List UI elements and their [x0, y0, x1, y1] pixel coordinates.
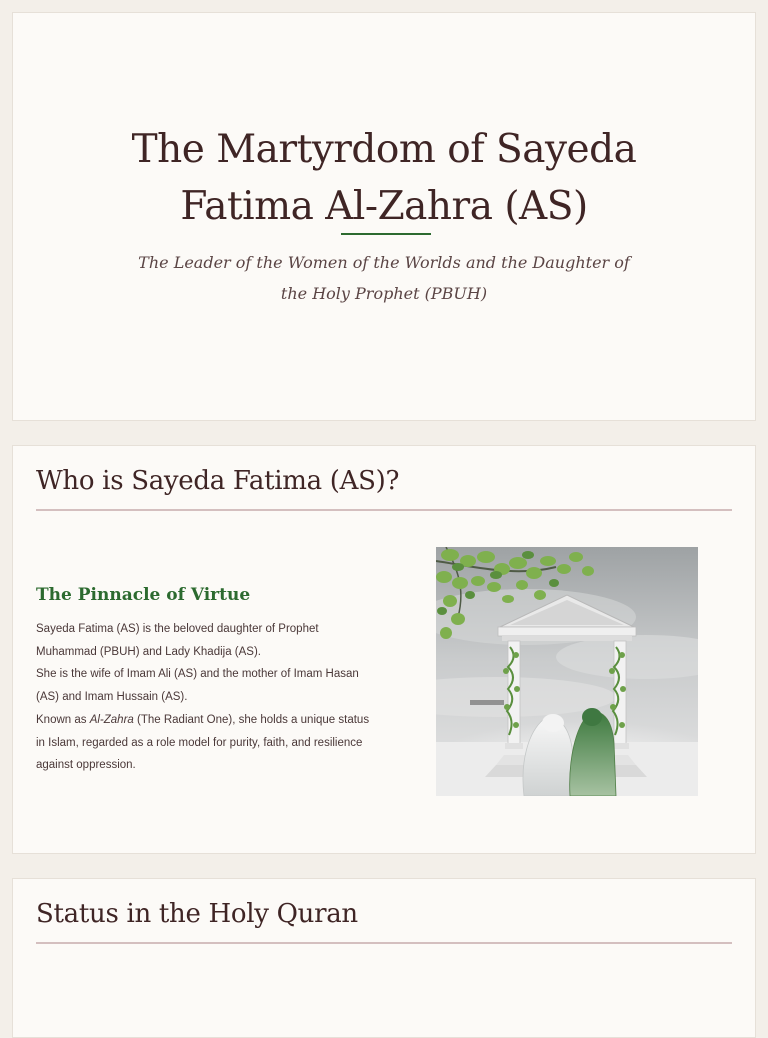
title-card [12, 12, 756, 421]
biography-paragraph: Known as Al-Zahra (The Radiant One), she holds a unique status in Islam, regarded as a role model for purity, faith, and resilience against oppression. [36, 713, 370, 772]
biography-text [36, 618, 371, 777]
section-divider [36, 942, 732, 944]
title-divider [341, 233, 431, 235]
quran-status-card [12, 878, 756, 1038]
title-line-1: The Martyrdom of Sayeda [131, 127, 637, 172]
al-zahra-emphasis: Al-Zahra [89, 713, 134, 726]
page-subtitle: The Leader of the Women of the Worlds and the Daughter of the Holy Prophet (PBUH) [138, 253, 630, 303]
subheading-pinnacle-of-virtue: The Pinnacle of Virtue [36, 585, 251, 605]
page-title [13, 121, 755, 235]
biography-paragraph: She is the wife of Imam Ali (AS) and the mother of Imam Hasan (AS) and Imam Hussain (AS). [36, 668, 359, 704]
fatima-artwork-image [436, 547, 698, 796]
artwork-illustration [436, 547, 698, 796]
section-divider [36, 509, 732, 511]
who-is-fatima-card [12, 445, 756, 854]
biography-paragraph: Sayeda Fatima (AS) is the beloved daughter of Prophet Muhammad (PBUH) and Lady Khadija (AS). [36, 623, 319, 658]
section-heading-quran: Status in the Holy Quran [36, 899, 358, 929]
section-heading-who: Who is Sayeda Fatima (AS)? [36, 466, 400, 496]
title-line-2: Fatima Al-Zahra (AS) [180, 184, 588, 229]
